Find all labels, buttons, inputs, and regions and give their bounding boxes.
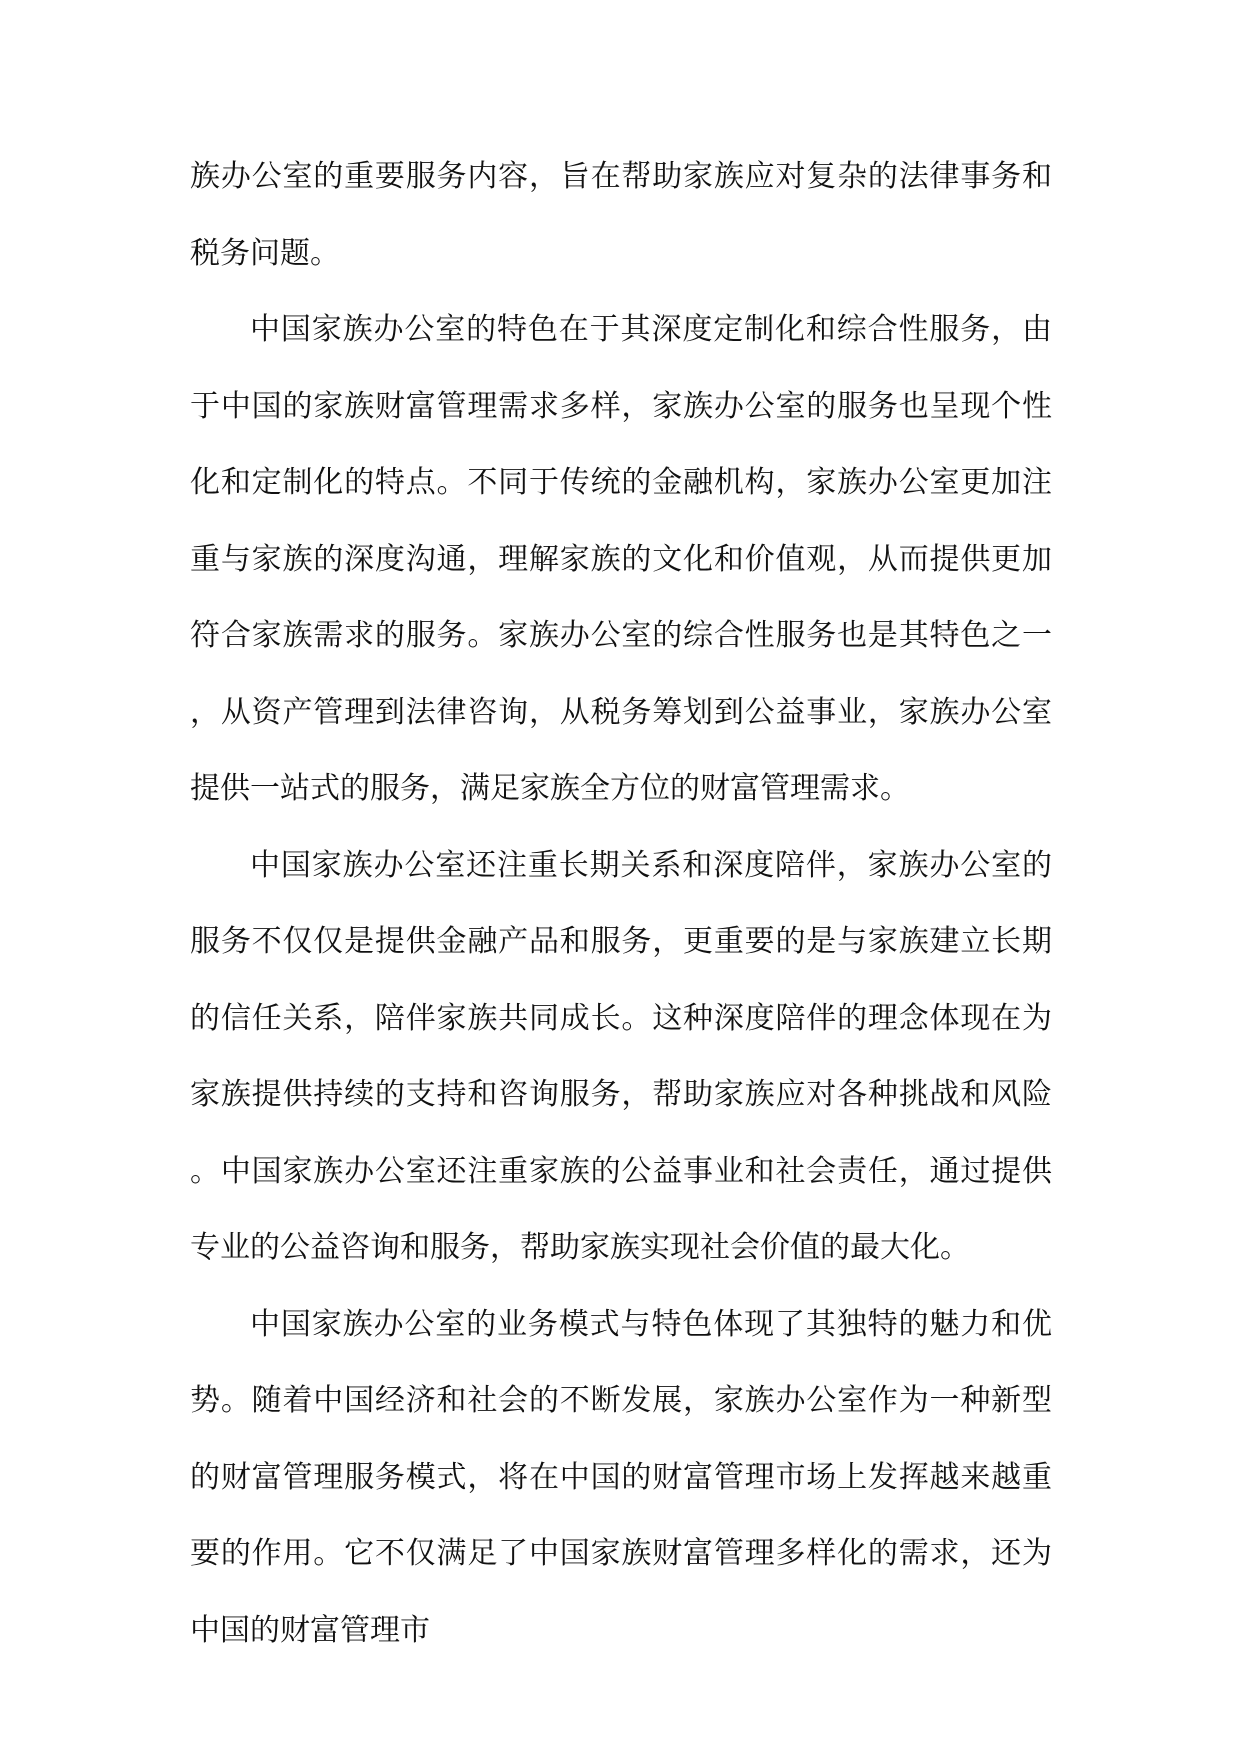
paragraph-conclusion: 中国家族办公室的业务模式与特色体现了其独特的魅力和优势。随着中国经济和社会的不断发展，家族办公室作为一种新型的财富管理服务模式，将在中国的财富管理市场上发挥越来越重要的作用。它不仅满足了中国家族财富管理多样化的需求，还为中国的财富管理市 (190, 1306, 1052, 1648)
paragraph-continuation: 族办公室的重要服务内容，旨在帮助家族应对复杂的法律事务和税务问题。 (190, 159, 1052, 271)
paragraph-long-term-relationship: 中国家族办公室还注重长期关系和深度陪伴，家族办公室的服务不仅仅是提供金融产品和服务，更重要的是与家族建立长期的信任关系，陪伴家族共同成长。这种深度陪伴的理念体现在为家族提供持续的支持和咨询服务，帮助家族应对各种挑战和风险。中国家族办公室还注重家族的公益事业和社会责任，通过提供专业的公益咨询和服务，帮助家族实现社会价值的最大化。 (190, 847, 1052, 1265)
paragraph-features: 中国家族办公室的特色在于其深度定制化和综合性服务，由于中国的家族财富管理需求多样，家族办公室的服务也呈现个性化和定制化的特点。不同于传统的金融机构，家族办公室更加注重与家族的深度沟通，理解家族的文化和价值观，从而提供更加符合家族需求的服务。家族办公室的综合性服务也是其特色之一，从资产管理到法律咨询，从税务筹划到公益事业，家族办公室提供一站式的服务，满足家族全方位的财富管理需求。 (190, 312, 1052, 806)
document-body (190, 139, 1052, 1669)
